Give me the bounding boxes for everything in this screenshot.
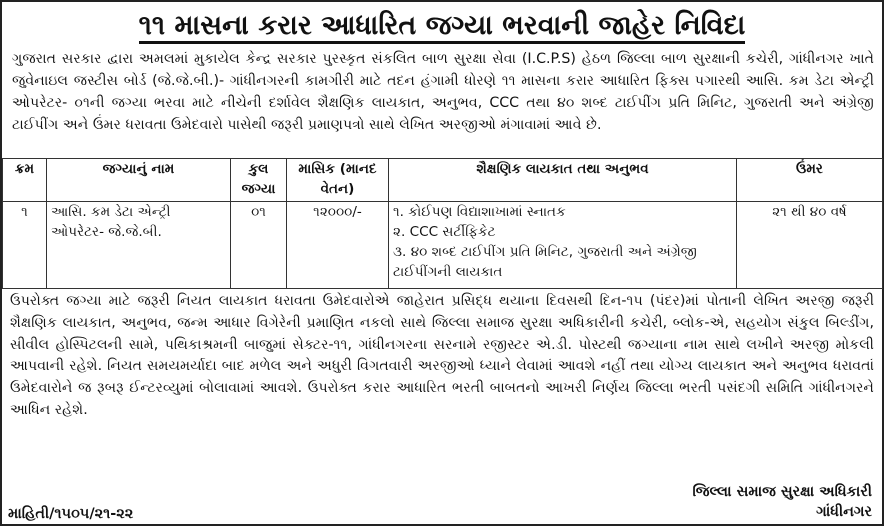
table-row [3,202,883,289]
cell-qty: ૦૧ [231,202,287,289]
cell-no: ૧ [3,202,47,289]
signatory-designation: જિલ્લા સમાજ સુરક્ષા અધિકારી [692,484,872,500]
header-qty: કુલ જગ્યા [231,159,287,202]
cell-post: આસિ. કમ ડેટા એન્ટ્રી ઓપરેટર- જે.જે.બી. [47,202,231,289]
reference-number: માહિતી/૧૫૦૫/૨૧-૨૨ [8,506,134,522]
header-qualification: શૈક્ષણિક લાયકાત તથા અનુભવ [389,159,737,202]
instructions-paragraph: ઉપરોક્ત જગ્યા માટે જરૂરી નિયત લાયકાત ધરાવતા ઉમેદવારોએ જાહેરાત પ્રસિદ્ધ થયાના દિવસથી દિન-૧૫ (પંદર)માં પોતાની લેખિત અરજી જરૂરી શૈક્ષણિક લાયકાત, અનુભવ, જન્મ આધાર વિગેરેની પ્રમાણિત નકલો સાથે જિલ્લા સમાજ સુરક્ષા અધિકારીની કચેરી, બ્લોક-એ, સહયોગ સંકુલ બિલ્ડીંગ, સીવીલ હોસ્પિટલની સામે, પથિકાશ્રમની બાજુમાં સેક્ટર-૧૧, ગાંધીનગરના સરનામે રજીસ્ટર એ.ડી. પોસ્ટથી જગ્યાના નામ સાથે લખીને અરજી મોકલી આપવાની રહેશે. નિયત સમયમર્યાદા બાદ મળેલ અને અધુરી વિગતવારી અરજીઓ ધ્યાને લેવામાં આવશે નહીં તથા યોગ્ય લાયકાત અને અનુભવ ધરાવતાં ઉમેદવારોને જ રૂબરૂ ઈન્ટરવ્યુમાં બોલાવામાં આવશે. ઉપરોક્ત કરાર આધારિત ભરતી બાબતનો આખરી નિર્ણય જિલ્લા ભરતી પસંદગી સમિતિ ગાંધીનગરને આધિન રહેશે. [10,293,874,418]
header-salary: માસિક (માનદ વેતન) [287,159,389,202]
notice-title [2,8,882,44]
intro-paragraph: ગુજરાત સરકાર દ્વારા અમલમાં મુકાયેલ કેન્દ્ર સરકાર પુરસ્કૃત સંકલિત બાળ સુરક્ષા સેવા (I.C.P.S) હેઠળ જિલ્લા બાળ સુરક્ષાની કચેરી, ગાંધીનગર ખાતે જુવેનાઇલ જસ્ટીસ બોર્ડ (જે.જે.બી.)- ગાંધીનગરની કામગીરી માટે તદન હંગામી ધોરણે ૧૧ માસના કરાર આધારિત ફિક્સ પગારથી આસિ. કમ ડેટા એન્ટ્રી ઓપરેટર- ૦૧ની જગ્યા ભરવા માટે નીચેની દર્શાવેલ શૈક્ષણિક લાયકાત, અનુભવ, CCC તથા ૪૦ શબ્દ ટાઈપીંગ પ્રતિ મિનિટ, ગુજરાતી અને અંગ્રેજી ટાઈપીંગ અને ઉંમર ધરાવતા ઉમેદવારો પાસેથી જરૂરી પ્રમાણપત્રો સાથે લેખિત અરજીઓ મંગાવામાં આવે છે. [12,51,874,133]
notice-title-text: ૧૧ માસના કરાર આધારિત જગ્યા ભરવાની જાહેર નિવિદા [139,10,746,44]
header-post: જગ્યાનું નામ [47,159,231,202]
cell-age: ૨૧ થી ૪૦ વર્ષ [737,202,883,289]
notice-footer [2,482,882,522]
header-age: ઉંમર [737,159,883,202]
cell-qualification [389,202,737,289]
signatory-place: ગાંધીનગર [816,504,872,520]
cell-salary: ૧૨૦૦૦/- [287,202,389,289]
qualification-item: ૩. ૪૦ શબ્દ ટાઈપીંગ પ્રતિ મિનિટ, ગુજરાતી અને અંગ્રેજી ટાઈપીંગની લાયકાત [393,244,697,280]
signature-block [693,482,872,522]
qualification-item: ૧. કોઈપણ વિદ્યાશાખામાં સ્નાતક [393,204,566,220]
table-header-row [3,159,883,202]
posts-table [2,158,883,289]
header-no: ક્રમ [3,159,47,202]
qualification-item: ૨. CCC સર્ટીફિકેટ [393,224,496,240]
